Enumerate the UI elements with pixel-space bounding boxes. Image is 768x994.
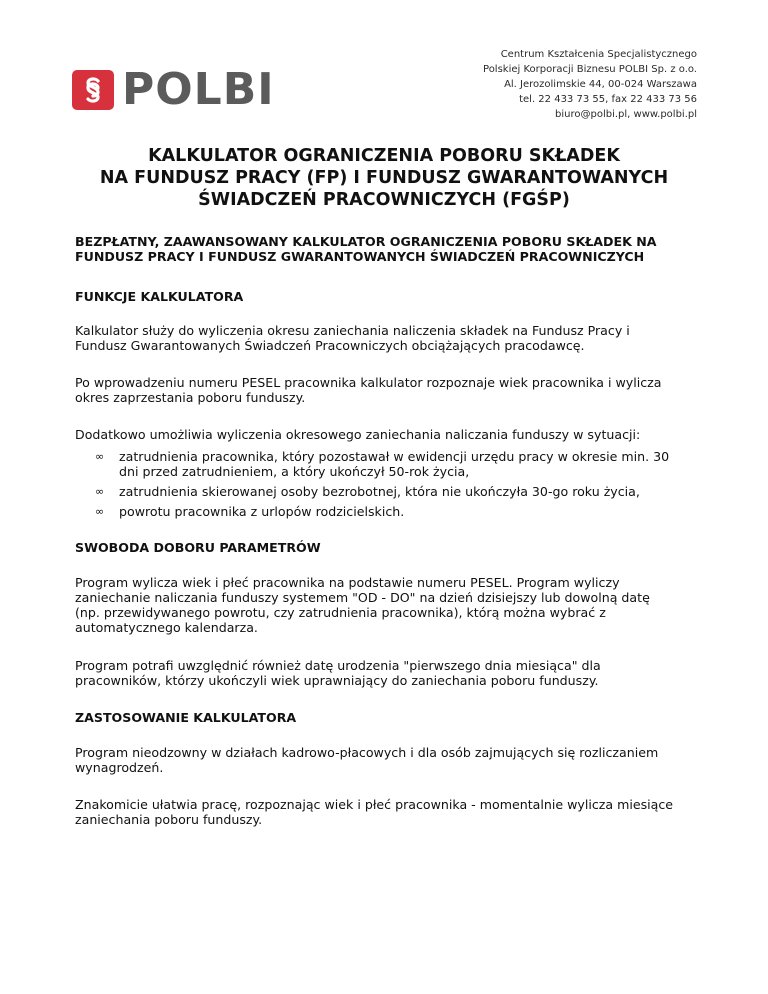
contact-line: Polskiej Korporacji Biznesu POLBI Sp. z o.o. [483, 64, 697, 75]
contact-line: biuro@polbi.pl, www.polbi.pl [555, 109, 697, 120]
text-line: okres zaprzestania poboru funduszy. [75, 390, 306, 405]
section-heading-parameters: SWOBODA DOBORU PARAMETRÓW [75, 540, 321, 555]
text-line: Fundusz Gwarantowanych Świadczeń Pracowniczych obciążających pracodawcę. [75, 338, 585, 353]
paragraph [75, 745, 705, 775]
infinity-bullet-icon: ∞ [95, 485, 105, 498]
text-line: Kalkulator służy do wyliczenia okresu zaniechania naliczenia składek na Fundusz Pracy i [75, 323, 630, 338]
paragraph [75, 658, 705, 688]
subtitle-line: BEZPŁATNY, ZAAWANSOWANY KALKULATOR OGRANICZENIA POBORU SKŁADEK NA [75, 234, 657, 249]
text-line: Znakomicie ułatwia pracę, rozpoznając wiek i płeć pracownika - momentalnie wylicza miesiące [75, 797, 674, 812]
paragraph [75, 575, 705, 635]
contact-line: Al. Jerozolimskie 44, 00-024 Warszawa [504, 79, 697, 90]
document-title [60, 145, 708, 211]
paragraph [75, 375, 705, 405]
subtitle-line: FUNDUSZ PRACY I FUNDUSZ GWARANTOWANYCH ŚWIADCZEŃ PRACOWNICZYCH [75, 249, 645, 264]
text-line: powrotu pracownika z urlopów rodzicielskich. [119, 504, 405, 519]
section-heading-usage: ZASTOSOWANIE KALKULATORA [75, 710, 297, 725]
subtitle [75, 234, 705, 264]
paragraph-icon [72, 70, 114, 110]
section-heading-functions: FUNKCJE KALKULATORA [75, 289, 244, 304]
logo-text: POLBI [122, 64, 275, 115]
infinity-bullet-icon: ∞ [95, 505, 105, 518]
text-line: Program potrafi uwzględnić również datę urodzenia "pierwszego dnia miesiąca" dla [75, 658, 601, 673]
title-line: NA FUNDUSZ PRACY (FP) I FUNDUSZ GWARANTOWANYCH [99, 168, 669, 188]
title-line: KALKULATOR OGRANICZENIA POBORU SKŁADEK [148, 146, 620, 166]
contact-info [483, 47, 697, 122]
infinity-bullet-icon: ∞ [95, 450, 105, 463]
contact-line: Centrum Kształcenia Specjalistycznego [500, 49, 697, 60]
paragraph [75, 427, 705, 442]
title-line: ŚWIADCZEŃ PRACOWNICZYCH (FGŚP) [198, 190, 570, 210]
text-line: (np. przewidywanego powrotu, czy zatrudnienia pracownika), którą można wybrać z [75, 605, 606, 620]
paragraph [75, 797, 705, 827]
text-line: dni przed zatrudnieniem, a który ukończył 50-rok życia, [119, 464, 470, 479]
contact-line: tel. 22 433 73 55, fax 22 433 73 56 [519, 94, 697, 105]
text-line: Program wylicza wiek i płeć pracownika na podstawie numeru PESEL. Program wyliczy [75, 575, 620, 590]
text-line: pracowników, którzy ukończyli wiek uprawniający do zaniechania poboru funduszy. [75, 673, 599, 688]
text-line: Program nieodzowny w działach kadrowo-płacowych i dla osób zajmujących się rozliczaniem [75, 745, 659, 760]
text-line: wynagrodzeń. [75, 760, 164, 775]
text-line: zaniechanie naliczania funduszy systemem "OD - DO" na dzień dzisiejszy lub dowolną datę [75, 590, 650, 605]
paragraph [75, 323, 705, 353]
text-line: zaniechania poboru funduszy. [75, 812, 263, 827]
text-line: zatrudnienia skierowanej osoby bezrobotnej, która nie ukończyła 30-go roku życia, [119, 484, 640, 499]
text-line: Po wprowadzeniu numeru PESEL pracownika kalkulator rozpoznaje wiek pracownika i wylicza [75, 375, 662, 390]
text-line: zatrudnienia pracownika, który pozostawał w ewidencji urzędu pracy w okresie min. 30 [119, 449, 670, 464]
text-line: Dodatkowo umożliwia wyliczenia okresowego zaniechania naliczania funduszy w sytuacji: [75, 427, 641, 442]
text-line: automatycznego kalendarza. [75, 620, 258, 635]
polbi-logo [72, 64, 275, 115]
